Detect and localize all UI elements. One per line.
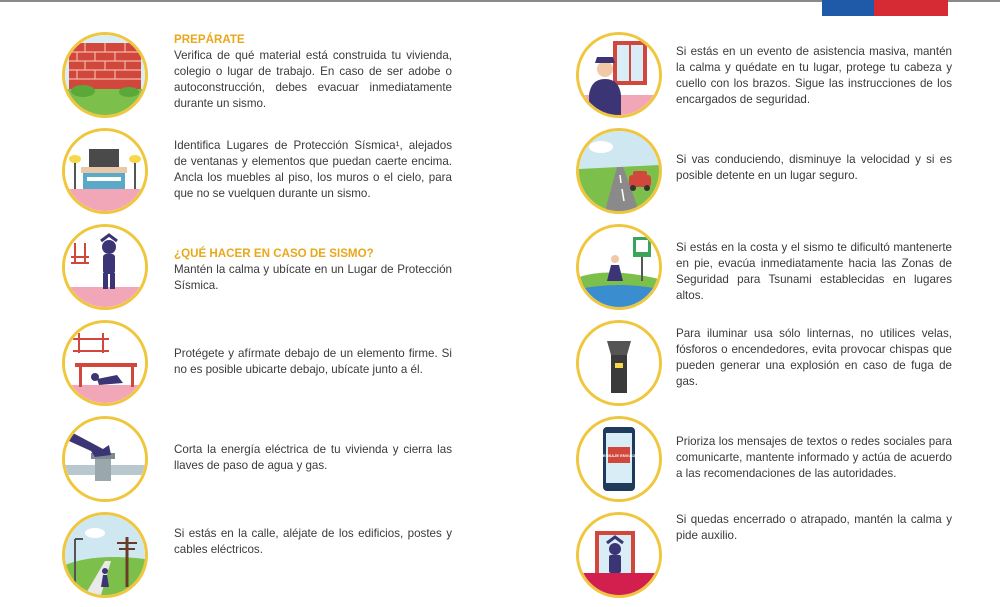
tip-flashlight [576,320,952,412]
tsunami-evacuation-icon [576,224,662,310]
flashlight-icon [576,320,662,406]
tip-what-to-do [62,224,452,316]
brick-wall-icon [62,32,148,118]
trapped-person-icon [576,512,662,598]
tip-text: Corta la energía eléctrica de tu vivienda y cierra las llaves de paso de agua y gas. [174,443,452,472]
car-on-road-icon [576,128,662,214]
tip-street [62,512,452,604]
tip-coast-tsunami [576,224,952,316]
tip-text: Verifica de qué material está construida tu vivienda, colegio o lugar de trabajo. En caso de ser adobe o autoconstrucción, debes evacuar inmediatamente durante un sismo. [174,49,452,110]
phone-screen-label: MENSAJE ENVIADO [599,453,639,458]
section-heading-preparate: PREPÁRATE [174,33,245,46]
tip-text: Prioriza los mensajes de textos o redes sociales para comunicarte, mantente informado y actúa de acuerdo a las recomendaciones de las autoridades. [676,435,952,480]
hand-closing-valve-icon [62,416,148,502]
street-poles-icon [62,512,148,598]
tip-messages [576,416,952,508]
furniture-room-icon [62,128,148,214]
tip-text: Para iluminar usa sólo linternas, no utilices velas, fósforos o encendedores, evita provocar chispas que pueden generar una explosión en caso de fuga de gas. [676,327,952,388]
flag-stripe-blue [822,0,874,16]
tip-prepare [62,32,452,124]
smartphone-message-icon [576,416,662,502]
section-heading-que-hacer: ¿QUÉ HACER EN CASO DE SISMO? [174,247,374,260]
person-under-table-icon [62,320,148,406]
tip-cut-utilities [62,416,452,508]
tip-text: Si estás en la calle, aléjate de los edificios, postes y cables eléctricos. [174,527,452,556]
tip-mass-event [576,32,952,124]
flag-stripe-red [874,0,948,16]
tip-text: Si vas conduciendo, disminuye la velocidad y si es posible detente en un lugar seguro. [676,153,952,182]
person-protecting-head-icon [62,224,148,310]
tip-text: Si estás en un evento de asistencia masiva, mantén la calma y quédate en tu lugar, protege tu cabeza y cuello con los brazos. Sigue las instrucciones de los encargados de seguridad. [676,45,952,106]
tip-text: Identifica Lugares de Protección Sísmica¹, alejados de ventanas y elementos que puedan caerte encima. Ancla los muebles al piso, los muros o el cielo, para que no se vuelquen durante un sismo. [174,139,452,200]
tip-text: Si quedas encerrado o atrapado, mantén la calma y pide auxilio. [676,513,952,542]
security-guard-icon [576,32,662,118]
tip-driving [576,128,952,220]
tip-trapped [576,512,952,604]
tip-text: Protégete y afírmate debajo de un elemento firme. Si no es posible ubicarte debajo, ubícate junto a él. [174,347,452,376]
tip-text: Si estás en la costa y el sismo te dificultó mantenerte en pie, evacúa inmediatamente hacia las Zonas de Seguridad para Tsunami establecidas en lugares altos. [676,241,952,302]
tip-text: Mantén la calma y ubícate en un Lugar de Protección Sísmica. [174,263,452,292]
tip-take-cover [62,320,452,412]
tip-protection-places [62,128,452,220]
